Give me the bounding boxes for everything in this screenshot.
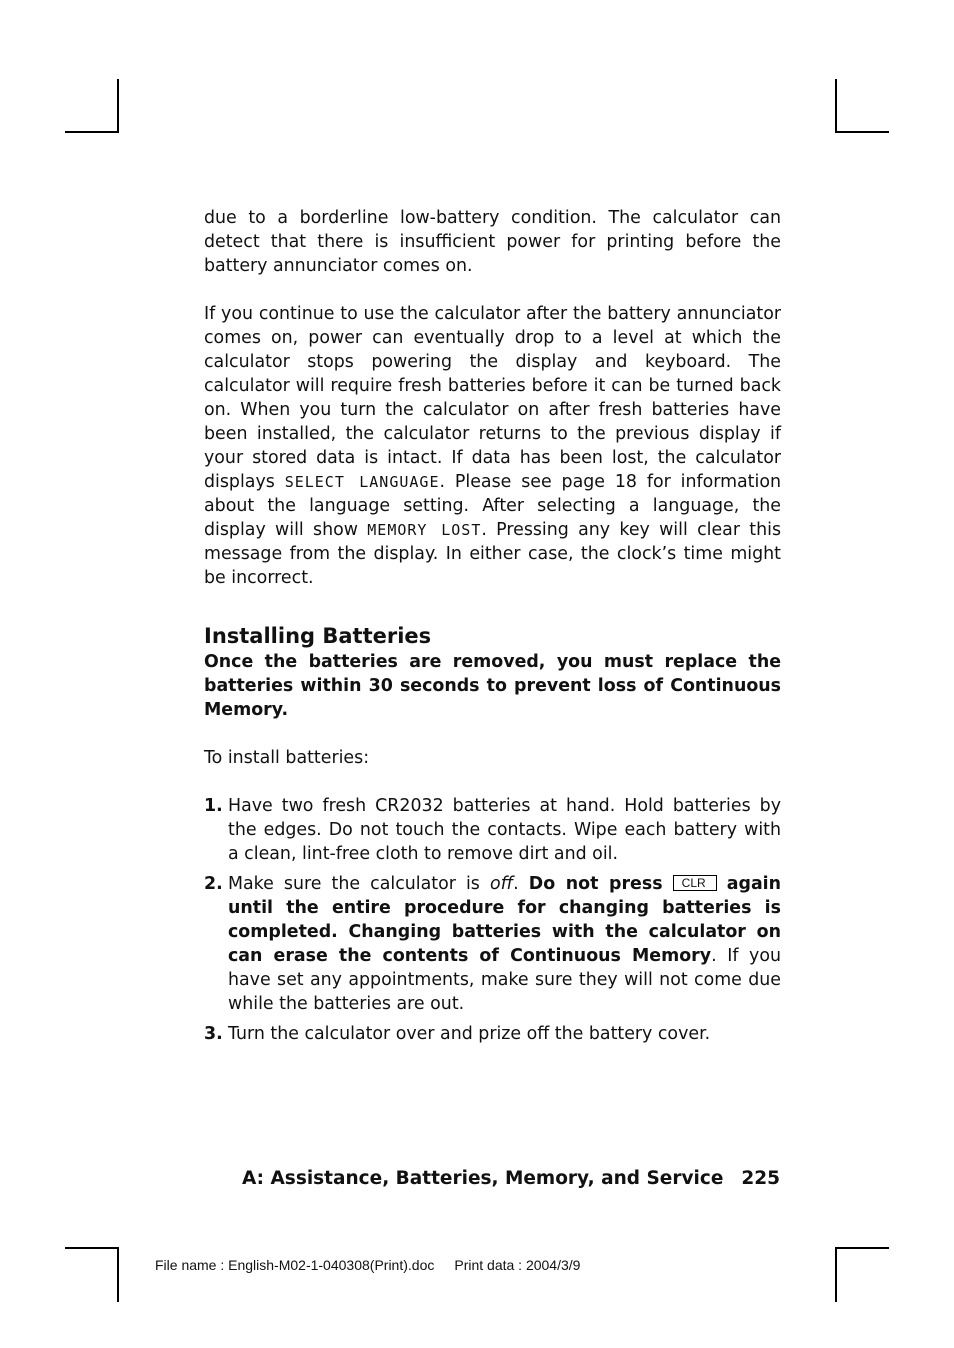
- step-text: .: [513, 874, 529, 894]
- paragraph-battery-annunciator: [204, 302, 781, 590]
- crop-mark-top-right-vertical: [835, 79, 837, 132]
- step-text: Make sure the calculator is: [228, 874, 490, 894]
- crop-mark-top-left-horizontal: [65, 131, 119, 133]
- step-item: [204, 794, 781, 866]
- step-text: Have two fresh CR2032 batteries at hand. Hold batteries by the edges. Do not touch the contacts. Wipe each battery with a clean, lint-free cloth to remove dirt and oil.: [228, 796, 781, 864]
- lcd-text-select-language: SELECT LANGUAGE: [284, 473, 440, 491]
- step-bold-text: Do not press: [528, 874, 663, 894]
- clr-key-icon: CLR: [673, 875, 717, 891]
- file-info: [155, 1257, 580, 1273]
- crop-mark-bottom-left-horizontal: [65, 1247, 119, 1249]
- file-name: File name : English-M02-1-040308(Print).doc: [155, 1257, 435, 1273]
- step-text: Turn the calculator over and prize off the battery cover.: [228, 1024, 711, 1044]
- crop-mark-bottom-right-vertical: [835, 1247, 837, 1302]
- crop-mark-bottom-left-vertical: [117, 1247, 119, 1302]
- step-item: [204, 1022, 781, 1046]
- page-content: [204, 206, 781, 1052]
- intro-text: To install batteries:: [204, 748, 370, 768]
- crop-mark-top-right-horizontal: [835, 131, 889, 133]
- steps-list: [204, 794, 781, 1046]
- paragraph-low-battery: due to a borderline low-battery condition. The calculator can detect that there is insufficient power for printing before the battery annunciator comes on.: [204, 208, 781, 276]
- step-bold-text: again until the entire procedure for changing batteries is completed. Changing batteries with the calculator on can erase the contents of Continuous Memory: [228, 874, 782, 966]
- step-item: [204, 872, 781, 1016]
- warning-text: Once the batteries are removed, you must replace the batteries within 30 seconds to prevent loss of Continuous Memory.: [204, 652, 781, 720]
- crop-mark-bottom-right-horizontal: [835, 1247, 889, 1249]
- lcd-text-memory-lost: MEMORY LOST: [367, 521, 482, 539]
- page-number: 225: [741, 1168, 780, 1189]
- step-number: 3.: [204, 1024, 223, 1044]
- paragraph-text: . Pressing any key will clear this message from the display. In either case, the clock’s time might be incorrect.: [204, 520, 781, 588]
- footer-chapter-title: A: Assistance, Batteries, Memory, and Service: [241, 1168, 724, 1189]
- step-text: . If you have set any appointments, make sure they will not come due while the batteries are out.: [228, 946, 781, 1014]
- paragraph-text: If you continue to use the calculator after the battery annunciator comes on, power can eventually drop to a level at which the calculator stops powering the display and keyboard. The calculator will require fresh batteries before it can be turned back on. When you turn the calculator on after fresh batteries have been installed, the calculator returns to the previous display if your stored data is intact. If data has been lost, the calculator displays: [204, 304, 781, 492]
- step-number: 2.: [204, 874, 223, 894]
- paragraph-text: . Please see page 18 for information about the language setting. After selecting a language, the display will show: [204, 472, 781, 540]
- print-date: Print data : 2004/3/9: [454, 1257, 581, 1273]
- page-footer: [242, 1168, 780, 1189]
- step-number: 1.: [204, 796, 223, 816]
- section-heading: Installing Batteries: [204, 624, 432, 648]
- crop-mark-top-left-vertical: [117, 79, 119, 132]
- step-text-emphasis: off: [489, 874, 514, 894]
